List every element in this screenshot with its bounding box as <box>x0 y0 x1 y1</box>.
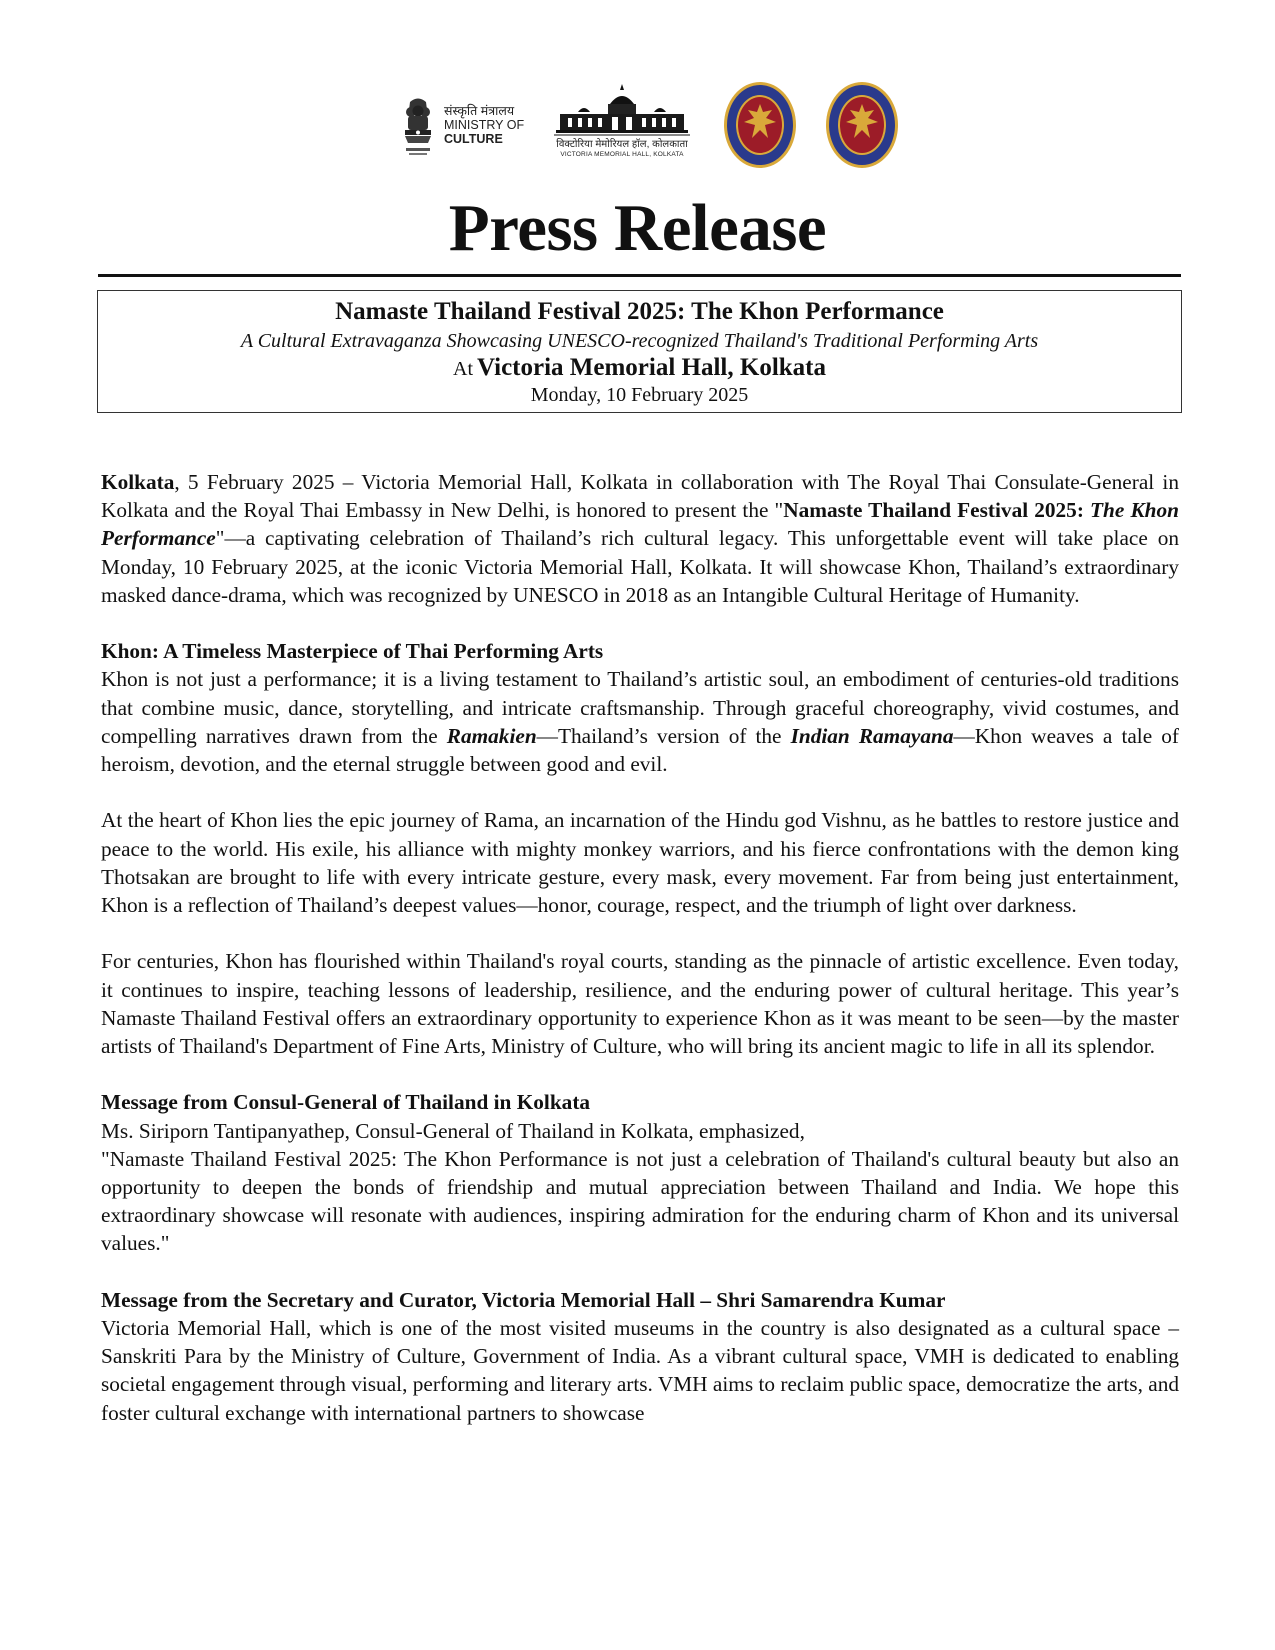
section-heading-khon: Khon: A Timeless Masterpiece of Thai Performing Arts <box>101 639 604 664</box>
event-headline: Namaste Thailand Festival 2025: The Khon Performance <box>335 298 944 325</box>
ministry-line2: CULTURE <box>444 132 503 146</box>
event-date: Monday, 10 February 2025 <box>530 384 749 406</box>
title-divider <box>98 274 1181 277</box>
event-venue-line <box>98 353 1181 386</box>
press-release-body <box>101 468 1179 1427</box>
event-name-bold: Namaste Thailand Festival 2025: <box>783 498 1091 523</box>
section-heading-curator-message: Message from the Secretary and Curator, Victoria Memorial Hall – Shri Samarendra Kumar <box>101 1287 946 1312</box>
vmh-hindi-caption: विक्टोरिया मेमोरियल हॉल, कोलकाता <box>556 139 688 150</box>
ramakien-term: Ramakien <box>446 723 537 748</box>
ministry-hindi: संस्कृति मंत्रालय <box>444 104 515 118</box>
curator-paragraph: Victoria Memorial Hall, which is one of the most visited museums in the country is also designated as a cultural space – Sanskriti Para by the Ministry of Culture, Government of India. As a vibrant cultural space, VMH is dedicated to enabling societal engagement through visual, performing and literary arts. VMH aims to reclaim public space, democratize the arts, and foster cultural exchange with international partners to showcase <box>101 1316 1179 1425</box>
dateline: Kolkata <box>101 470 175 494</box>
khon-paragraph-2: At the heart of Khon lies the epic journey of Rama, an incarnation of the Hindu god Vishnu, as he battles to restore justice and peace to the world. His exile, his alliance with mighty monkey warriors, and his fierce confrontations with the demon king Thotsakan are brought to life with every intricate gesture, every mask, every movement. Far from being just entertainment, Khon is a reflection of Thailand’s deepest values—honor, courage, respect, and the triumph of light over darkness. <box>101 808 1179 918</box>
consul-quote: "Namaste Thailand Festival 2025: The Khon Performance is not just a celebration of Thailand's cultural beauty but also an opportunity to deepen the bonds of friendship and mutual appreciation between Thailand and India. We hope this extraordinary showcase will resonate with audiences, inspiring admiration for the enduring charm of Khon and its universal values." <box>101 1146 1179 1256</box>
event-subheadline: A Cultural Extravaganza Showcasing UNESCO-recognized Thailand's Traditional Performing Arts <box>240 330 1039 352</box>
ministry-line1: MINISTRY OF <box>444 118 525 132</box>
event-name-bold-italic: The Khon Performance <box>101 498 1179 551</box>
victoria-memorial-hall-logo <box>554 82 690 162</box>
national-emblem-icon <box>400 96 436 158</box>
indian-ramayana-term: Indian Ramayana <box>790 723 954 748</box>
victoria-memorial-building-icon <box>554 82 690 138</box>
royal-thai-consulate-seal <box>722 80 798 170</box>
consul-attribution: Ms. Siriporn Tantipanyathep, Consul-General of Thailand in Kolkata, emphasized, <box>101 1118 805 1143</box>
event-info-box <box>97 290 1182 413</box>
venue-prefix: At <box>453 358 473 380</box>
khon-paragraph-3: For centuries, Khon has flourished within Thailand's royal courts, standing as the pinnacle of artistic excellence. Even today, it continues to inspire, teaching lessons of leadership, resilience, and the enduring power of cultural heritage. This year’s Namaste Thailand Festival offers an extraordinary opportunity to experience Khon as it was meant to be seen—by the master artists of Thailand's Department of Fine Arts, Ministry of Culture, who will bring its ancient magic to life in all its splendor. <box>101 949 1179 1059</box>
vmh-english-caption: VICTORIA MEMORIAL HALL, KOLKATA <box>560 151 684 158</box>
intro-paragraph: Kolkata, 5 February 2025 – Victoria Memorial Hall, Kolkata in collaboration with The Royal Thai Consulate-General in Kolkata and the Royal Thai Embassy in New Delhi, is honored to present the "Namaste Thailand Festival 2025: The Khon Performance"—a captivating celebration of Thailand’s rich cultural legacy. This unforgettable event will take place on Monday, 10 February 2025, at the iconic Victoria Memorial Hall, Kolkata. It will showcase Khon, Thailand’s extraordinary masked dance-drama, which was recognized by UNESCO in 2018 as an Intangible Cultural Heritage of Humanity. <box>101 470 1179 607</box>
khon-paragraph-1: Khon is not just a performance; it is a living testament to Thailand’s artistic soul, an embodiment of centuries-old traditions that combine music, dance, storytelling, and intricate craftsmanship. Through graceful choreography, vivid costumes, and compelling narratives drawn from the Ramakien—Thailand’s version of the Indian Ramayana—Khon weaves a tale of heroism, devotion, and the eternal struggle between good and evil. <box>101 667 1179 777</box>
header-logos <box>0 80 1275 180</box>
royal-thai-embassy-seal <box>824 80 900 170</box>
page-title: Press Release <box>448 191 827 265</box>
venue-name: Victoria Memorial Hall, Kolkata <box>477 354 826 381</box>
ministry-of-culture-logo <box>400 96 540 160</box>
section-heading-consul-message: Message from Consul-General of Thailand in Kolkata <box>101 1090 591 1115</box>
